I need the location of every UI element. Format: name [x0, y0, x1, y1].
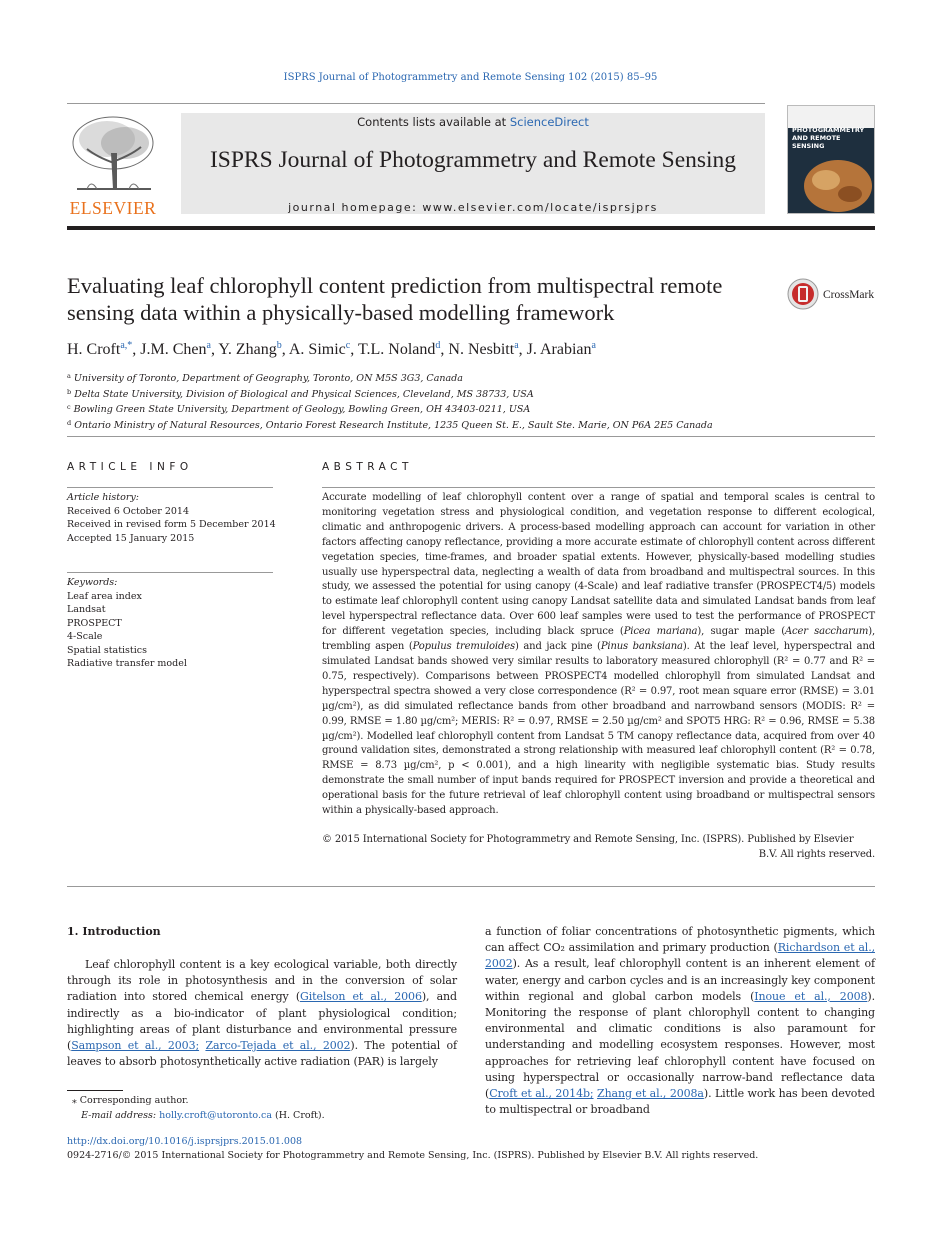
- citation-link[interactable]: Croft et al., 2014b;: [489, 1087, 594, 1101]
- citation-link[interactable]: Sampson et al., 2003;: [71, 1039, 200, 1053]
- publisher-wordmark: ELSEVIER: [69, 198, 157, 218]
- crossmark-label[interactable]: CrossMark: [823, 289, 875, 301]
- citation-link[interactable]: Zarco-Tejada et al., 2002: [205, 1039, 351, 1053]
- article-title: Evaluating leaf chlorophyll content prediction from multispectral remote sensing data within a physically-based modelling framework: [67, 273, 723, 325]
- divider: [67, 487, 273, 488]
- citation-link[interactable]: Inoue et al., 2008: [754, 989, 868, 1003]
- citation-link[interactable]: Richardson et al., 2002: [485, 941, 875, 971]
- copyright-notice: [322, 833, 875, 863]
- author-affiliation-mark[interactable]: a: [206, 340, 211, 351]
- corresponding-author-note: ⁎ Corresponding author.: [72, 1095, 189, 1106]
- keyword: Landsat: [67, 604, 106, 615]
- divider: [67, 436, 875, 437]
- accepted-date: Accepted 15 January 2015: [67, 532, 195, 544]
- species-name: Populus tremuloides: [412, 641, 515, 653]
- keyword: Leaf area index: [67, 590, 142, 602]
- author-name: N. Nesbitt: [448, 341, 515, 358]
- author-affiliation-mark[interactable]: a: [591, 340, 596, 351]
- email-link[interactable]: holly.croft@utoronto.ca: [159, 1109, 272, 1121]
- contents-prefix: Contents lists available at: [357, 115, 510, 129]
- citation-link[interactable]: Gitelson et al., 2006: [300, 990, 422, 1004]
- keyword: PROSPECT: [67, 617, 122, 629]
- author-name: J. Arabian: [526, 341, 592, 358]
- author-name: A. Simic: [288, 341, 346, 358]
- keyword: Radiative transfer model: [67, 658, 187, 669]
- species-name: Acer saccharum: [784, 626, 869, 638]
- doi-link[interactable]: http://dx.doi.org/10.1016/j.isprsjprs.2015.01.008: [67, 1136, 303, 1147]
- divider: [67, 886, 875, 887]
- keyword: Spatial statistics: [67, 644, 147, 656]
- abstract-text: Accurate modelling of leaf chlorophyll content over a range of spatial and temporal scales is central to monitoring vegetation stress and physiological condition, and vegetation response to different ecological, climatic and anthropogenic drivers. A process-based modelling approach can account for variation in other factors affecting canopy reflectance, providing a more accurate estimate of chlorophyll content across different vegetation species, time-frames, and broader spatial extents. However, physically-based modelling studies usually use hyperspectral data, neglecting a wealth of data from broadband and multispectral sources. In this study, we assessed the potential for using canopy (4-Scale) and leaf radiative transfer (PROSPECT4/5) models to estimate leaf chlorophyll content using canopy Landsat satellite data and simulated Landsat bands from leaf level hyperspectral reflectance data. Over 600 leaf samples were used to test the performance of PROSPECT for different vegetation species, including black spruce (Picea mariana), sugar maple (Acer saccharum), trembling aspen (Populus tremuloides) and jack pine (Pinus banksiana). At the leaf level, hyperspectral and simulated Landsat bands showed very similar results to laboratory measured chlorophyll (R² = 0.77 and R² = 0.75, respectively). Comparisons between PROSPECT4 modelled chlorophyll from simulated Landsat and hyperspectral spectra showed a very close correspondence (R² = 0.97, root mean square error (RMSE) = 3.01 µg/cm²), as did simulated reflectance bands from other broadband and narrowband sensors (MODIS: R² = 0.99, RMSE = 1.80 µg/cm²; MERIS: R² = 0.97, RMSE = 2.50 µg/cm² and SPOT5 HRG: R² = 0.96, RMSE = 5.38 µg/cm²). Modelled leaf chlorophyll content from Landsat 5 TM canopy reflectance data, acquired from over 40 ground validation sites, demonstrated a strong relationship with measured leaf chlorophyll content (R² = 0.78, RMSE = 8.73 µg/cm², p < 0.001), and a high linearity with negligible systematic bias. Study results demonstrate the small number of input bands required for PROSPECT inversion and provide a theoretical and operational basis for the future retrieval of leaf chlorophyll content using broadband or multispectral sensors within a physically-based approach.: [322, 492, 875, 817]
- intro-paragraph-right: a function of foliar concentrations of photosynthetic pigments, which can affect CO₂ assimilation and primary production (Richardson et al., 2002). As a result, leaf chlorophyll content is an inherent element of water, energy and carbon cycles and is an increasingly key component within regional and global carbon models (Inoue et al., 2008). Monitoring the response of plant chlorophyll content to changing environmental and climatic conditions is also paramount for understanding and modelling ecosystem responses. However, most approaches for retrieving leaf chlorophyll content have focused on using hyperspectral or occasionally narrow-band reflectance data (Croft et al., 2014b; Zhang et al., 2008a). Little work has been devoted to multispectral or broadband: [485, 925, 875, 1117]
- affiliation-line: $^b$ Delta State University, Division of Biological and Physical Sciences, Cleveland, MS 38733, USA: [67, 387, 534, 400]
- author-name: T.L. Noland: [357, 341, 436, 358]
- intro-paragraph-left: Leaf chlorophyll content is a key ecological variable, both directly through its role in photosynthesis and in the conversion of solar radiation into stored chemical energy (Gitelson et al., 2006), and indirectly as a bio-indicator of plant physiological condition; highlighting areas of plant disturbance and environmental pressure (Sampson et al., 2003; Zarco-Tejada et al., 2002). The potential of leaves to absorb photosynthetically active radiation (PAR) is largely: [67, 958, 457, 1069]
- affiliation-line: $^a$ University of Toronto, Department of Geography, Toronto, ON M5S 3G3, Canada: [67, 372, 463, 384]
- keywords: [67, 576, 277, 671]
- species-name: Pinus banksiana: [600, 641, 683, 653]
- author-name: J.M. Chen: [140, 341, 207, 358]
- sciencedirect-link[interactable]: ScienceDirect: [509, 115, 589, 129]
- footnote: [72, 1094, 452, 1123]
- section-heading: 1. Introduction: [67, 925, 161, 938]
- citation-link[interactable]: Zhang et al., 2008a: [597, 1087, 704, 1101]
- keywords-label: Keywords:: [67, 577, 118, 588]
- history-label: Article history:: [67, 492, 139, 503]
- copyright-line: © 2015 International Society for Photogrammetry and Remote Sensing, Inc. (ISPRS). Published by Elsevier: [322, 834, 854, 845]
- author-affiliation-mark[interactable]: a,*: [120, 340, 133, 351]
- author-list: H. Croft$^{a,*}$, J.M. Chen$^a$, Y. Zhang$^b$, A. Simic$^c$, T.L. Noland$^d$, N. Nesbitt$^a$, J. Arabian$^a$: [67, 340, 596, 358]
- footnote-rule: [67, 1090, 123, 1091]
- copyright-line: B.V. All rights reserved.: [758, 848, 875, 860]
- author-affiliation-mark[interactable]: b: [276, 340, 282, 351]
- journal-homepage[interactable]: journal homepage: www.elsevier.com/locate/isprsjprs: [288, 201, 658, 214]
- contents-line: [181, 115, 765, 129]
- species-name: Picea mariana: [623, 626, 698, 638]
- header-thick-rule: [67, 226, 875, 230]
- crossmark-icon[interactable]: [787, 278, 819, 310]
- abstract-heading: ABSTRACT: [322, 461, 413, 473]
- affiliation-line: $^d$ Ontario Ministry of Natural Resources, Ontario Forest Research Institute, 1235 Queen St. E., Sault Ste. Marie, ON P6A 2E5 Canada: [67, 418, 713, 431]
- author-affiliation-mark[interactable]: c: [345, 340, 351, 351]
- received-date: Received 6 October 2014: [67, 505, 189, 517]
- journal-title: ISPRS Journal of Photogrammetry and Remote Sensing: [209, 147, 737, 173]
- journal-cover-image: [787, 105, 875, 214]
- email-line: E-mail address: holly.croft@utoronto.ca (H. Croft).: [81, 1109, 325, 1121]
- author-affiliation-mark[interactable]: a: [514, 340, 519, 351]
- author-name: H. Croft: [67, 341, 121, 358]
- author-affiliation-mark[interactable]: d: [435, 340, 441, 351]
- article-history: [67, 491, 277, 545]
- cover-title: PHOTOGRAMMETRY AND REMOTE SENSING: [792, 126, 865, 150]
- journal-citation[interactable]: ISPRS Journal of Photogrammetry and Remote Sensing 102 (2015) 85–95: [283, 72, 658, 83]
- divider: [67, 572, 273, 573]
- issn-copyright: 0924-2716/© 2015 International Society for Photogrammetry and Remote Sensing, Inc. (ISPRS). Published by Elsevier B.V. All rights reserved.: [67, 1150, 759, 1161]
- affiliation-line: $^c$ Bowling Green State University, Department of Geology, Bowling Green, OH 43403-0211, USA: [67, 403, 531, 415]
- author-name: Y. Zhang: [218, 341, 277, 358]
- divider: [322, 487, 875, 488]
- keyword: 4-Scale: [67, 631, 103, 642]
- header-rule: [67, 103, 765, 104]
- article-info-heading: ARTICLE INFO: [67, 461, 193, 473]
- revised-date: Received in revised form 5 December 2014: [67, 519, 276, 530]
- affiliations: [67, 370, 867, 432]
